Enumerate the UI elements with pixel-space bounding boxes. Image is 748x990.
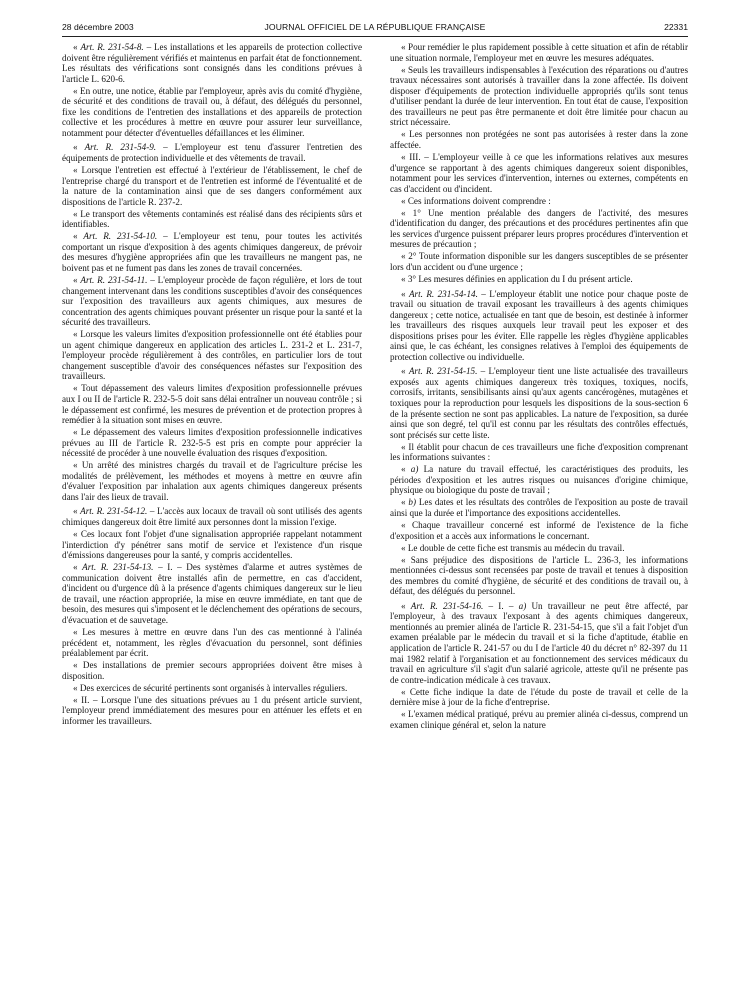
paragraph: « Seuls les travailleurs indispensables à l'exécution des réparations ou d'autres travaux nécessaires sont autorisés à travailler dans la zone affectée. Ils doivent disposer d'équipements de protection individuelle appropriés qu'ils sont tenus d'utiliser pendant la durée de leur intervention. En tout état de cause, l'exposition des travailleurs ne peut pas être permanente et doit être limitée pour chacun au strict nécessaire. [390, 64, 688, 128]
paragraph: « Sans préjudice des dispositions de l'article L. 236-3, les informations mentionnées ci-dessus sont recensées par poste de travail et tenues à disposition des membres du comité d'hygiène, de sécurité et des conditions de travail ou, à défaut, des délégués du personnel. [390, 554, 688, 597]
paragraph: « Le dépassement des valeurs limites d'exposition professionnelle indicatives prévues au III de l'article R. 232-5-5 est pris en compte pour apprécier la nécessité de procéder à une nouvelle évaluation des risques d'exposition. [62, 427, 362, 459]
paragraph: « Art. R. 231-54-12. – L'accès aux locaux de travail où sont utilisés des agents chimiques dangereux doit être limité aux personnes dont la mission l'exige. [62, 506, 362, 528]
paragraph: « Art. R. 231-54-10. – L'employeur est tenu, pour toutes les activités comportant un risque d'exposition à des agents chimiques dangereux, de prévoir des mesures d'hygiène appropriées afin que les travailleurs ne mangent pas, ne boivent pas et ne fument pas dans les zones de travail concernées. [62, 231, 362, 273]
paragraph: « Cette fiche indique la date de l'étude du poste de travail et celle de la dernière mise à jour de la fiche d'entreprise. [390, 686, 688, 708]
paragraph: « Art. R. 231-54-16. – I. – a) Un travailleur ne peut être affecté, par l'employeur, à des travaux l'exposant à des agents chimiques dangereux, mentionnés au premier alinéa de l'article R. 231-54-15, que s'il a fait l'objet d'un examen préalable par le médecin du travail et si la fiche d'aptitude, établie en application de l'article R. 241-57 ou du I de l'article 40 du décret n° 82-397 du 11 mai 1982 relatif à l'organisation et au fonctionnement des services médicaux du travail en agriculture s'il s'agit d'un salarié agricole, atteste qu'il ne présente pas de contre-indication médicale à ces travaux. [390, 600, 688, 685]
left-column [62, 42, 362, 982]
paragraph: « Le double de cette fiche est transmis au médecin du travail. [401, 542, 625, 553]
paragraph: « Art. R. 231-54-15. – L'employeur tient une liste actualisée des travailleurs exposés aux agents chimiques dangereux très toxiques, toxiques, nocifs, corrosifs, irritants, sensibilisants ainsi qu'aux agents cancérogènes, mutagènes et toxiques pour la reproduction pour lesquels les dispositions de la sous-section 6 de la présente section ne sont pas applicables. La nature de l'exposition, sa durée ainsi que son degré, tel qu'il est connu par les résultats des contrôles effectués, sont précisés sur cette liste. [390, 366, 688, 440]
paragraph: « 2° Toute information disponible sur les dangers susceptibles de se présenter lors d'un accident ou d'une urgence ; [390, 251, 688, 272]
paragraph: « Il établit pour chacun de ces travailleurs une fiche d'exposition comprenant les informations suivantes : [390, 441, 688, 463]
paragraph: « En outre, une notice, établie par l'employeur, après avis du comité d'hygiène, de sécurité et des conditions de travail ou, à défaut, des délégués du personnel, fixe les conditions de l'entretien des installations et des appareils de protection collective et les procédures à mettre en œuvre pour assurer leur surveillance, notamment pour détecter d'éventuelles défaillances et les éliminer. [62, 85, 362, 138]
paragraph: « Les mesures à mettre en œuvre dans l'un des cas mentionné à l'alinéa précédent et, notamment, les règles d'évacuation du personnel, sont définies préalablement par écrit. [62, 626, 362, 659]
paragraph: « Lorsque les valeurs limites d'exposition professionnelle ont été établies pour un agent chimique dangereux en application des articles L. 231-2 et L. 231-7, l'employeur procède régulièrement à des contrôles, en particulier lors de tout changement susceptible d'avoir des conséquences néfastes sur l'exposition des travailleurs. [62, 329, 362, 382]
paragraph: « L'examen médical pratiqué, prévu au premier alinéa ci-dessus, comprend un examen clinique général et, selon la nature [390, 709, 688, 730]
paragraph: « b) Les dates et les résultats des contrôles de l'exposition au poste de travail ainsi que la durée et l'importance des expositions accidentelles. [390, 497, 688, 518]
journal-title: JOURNAL OFFICIEL DE LA RÉPUBLIQUE FRANÇAISE [264, 22, 486, 32]
paragraph: « Les personnes non protégées ne sont pas autorisées à rester dans la zone affectée. [390, 129, 688, 150]
paragraph: « II. – Lorsque l'une des situations prévues au 1 du présent article survient, l'employeur prend immédiatement des mesures pour en atténuer les effets et en informer les travailleurs. [62, 694, 362, 726]
paragraph: « Des exercices de sécurité pertinents sont organisés à intervalles réguliers. [73, 682, 348, 693]
paragraph: « Art. R. 231-54-11. – L'employeur procède de façon régulière, et lors de tout changement intervenant dans les conditions susceptibles d'avoir des conséquences sur l'exposition des travailleurs aux agents chimiques, aux mesures de concentration des agents chimiques pouvant présenter un risque pour la santé et la sécurité des travailleurs. [62, 274, 362, 328]
paragraph: « Art. R. 231-54-9. – L'employeur est tenu d'assurer l'entretien des équipements de protection individuelle et des vêtements de travail. [62, 142, 362, 163]
paragraph: « 3° Les mesures définies en application du I du présent article. [401, 273, 633, 284]
page-header [62, 22, 688, 36]
paragraph: « Des installations de premier secours appropriées doivent être mises à disposition. [62, 660, 362, 681]
issue-date: 28 décembre 2003 [62, 22, 134, 32]
paragraph: « Art. R. 231-54-14. – L'employeur établit une notice pour chaque poste de travail ou situation de travail exposant les travailleurs à des agents chimiques dangereux ; cette notice, actualisée en tant que de besoin, est destinée à informer les travailleurs des risques auxquels leur travail peut les exposer et des dispositions prises pour les éviter. Elle rappelle les règles d'hygiène applicables ainsi que, le cas échéant, les consignes relatives à l'emploi des équipements de protection collective ou individuelle. [390, 288, 688, 362]
paragraph: « Art. R. 231-54-13. – I. – Des systèmes d'alarme et autres systèmes de communication doivent être installés afin de permettre, en cas d'accident, d'incident ou d'urgence dû à la présence d'agents chimiques dangereux sur le lieu de travail, une réaction appropriée, la mise en œuvre immédiate, en tant que de besoin, des mesures qui s'imposent et le déclenchement des opérations de secours, d'évacuation et de sauvetage. [62, 562, 362, 625]
paragraph: « Ces locaux font l'objet d'une signalisation appropriée rappelant notamment l'interdiction d'y pénétrer sans motif de service et l'existence d'un risque d'émissions dangereuses pour la santé, y compris accidentelles. [62, 529, 362, 561]
paragraph: « Chaque travailleur concerné est informé de l'existence de la fiche d'exposition et a accès aux informations le concernant. [390, 520, 688, 541]
paragraph: « Tout dépassement des valeurs limites d'exposition professionnelle prévues aux I ou II de l'article R. 232-5-5 doit sans délai entraîner un nouveau contrôle ; si le dépassement est confirmé, les mesures de prévention et de protection propres à remédier à la situation sont mises en œuvre. [62, 383, 362, 426]
paragraph: « 1° Une mention préalable des dangers de l'activité, des mesures d'identification du danger, des précautions et des procédures pertinentes afin que les services d'urgence puissent préparer leurs propres procédures d'intervention et mesures de précaution ; [390, 207, 688, 250]
right-column [390, 42, 688, 982]
page-number: 22331 [664, 22, 688, 32]
paragraph: « Ces informations doivent comprendre : [401, 195, 551, 206]
paragraph: « a) La nature du travail effectué, les caractéristiques des produits, les périodes d'exposition et les autres risques ou nuisances d'origine chimique, physique ou biologique du poste de travail ; [390, 464, 688, 496]
paragraph: « Pour remédier le plus rapidement possible à cette situation et afin de rétablir une situation normale, l'employeur met en œuvre les mesures adéquates. [390, 42, 688, 63]
paragraph: « Art. R. 231-54-8. – Les installations et les appareils de protection collective doivent être régulièrement vérifiés et maintenus en parfait état de fonctionnement. Les résultats des vérifications sont consignés dans les conditions prévues à l'article L. 620-6. [62, 42, 362, 84]
paragraph: « Lorsque l'entretien est effectué à l'extérieur de l'établissement, le chef de l'entreprise chargé du transport et de l'entretien est informé de l'éventualité et de la nature de la contamination ainsi que de ses dangers conformément aux dispositions de l'article R. 237-2. [62, 165, 362, 207]
paragraph: « III. – L'employeur veille à ce que les informations relatives aux mesures d'urgence se rapportant à des agents chimiques dangereux soient disponibles, notamment pour les services d'intervention, internes ou externes, compétents en cas d'accident ou d'incident. [390, 151, 688, 194]
paragraph: « Un arrêté des ministres chargés du travail et de l'agriculture précise les modalités de prélèvement, les méthodes et moyens à mettre en œuvre afin d'évaluer l'exposition par inhalation aux agents chimiques dangereux présents dans l'air des lieux de travail. [62, 460, 362, 502]
paragraph: « Le transport des vêtements contaminés est réalisé dans des récipients sûrs et identifiables. [62, 208, 362, 230]
header-rule [62, 36, 688, 37]
